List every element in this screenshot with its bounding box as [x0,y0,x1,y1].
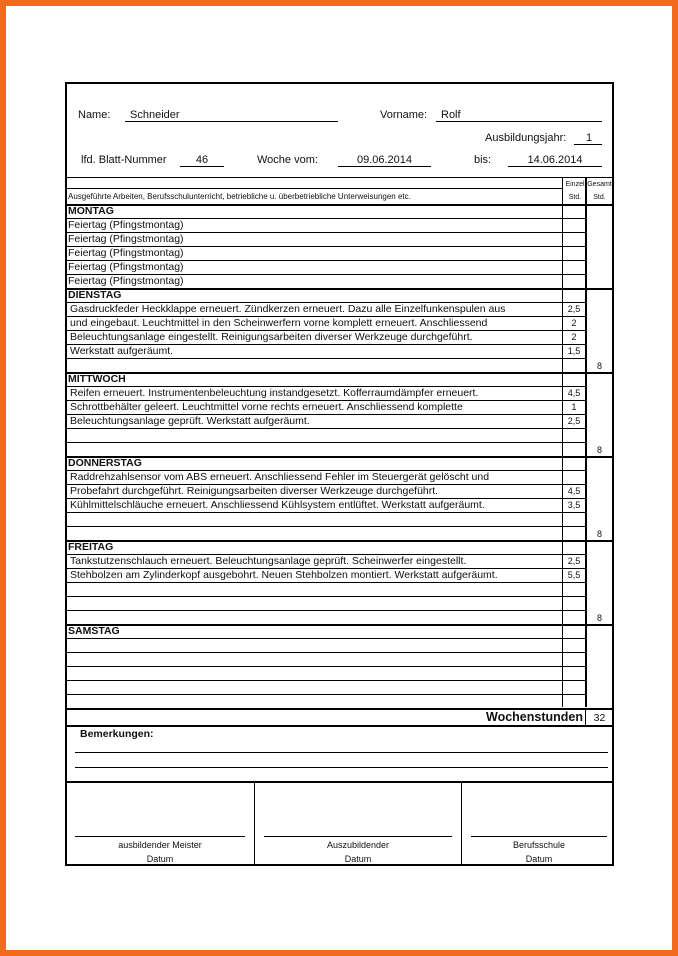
name-label: Name: [78,109,111,121]
bis-underline [508,166,602,167]
wochenstunden-bottom-rule [67,725,612,727]
bis-value[interactable]: 14.06.2014 [527,154,583,166]
day-total: 8 [596,361,602,371]
task-row[interactable] [67,526,612,540]
berufsschule-date: Datum [525,854,553,864]
wochenstunden-value: 32 [593,712,606,724]
gesamt-header-2: Std. [593,194,606,201]
vorname-value[interactable]: Rolf [441,109,461,121]
task-row[interactable] [67,610,612,624]
day-header-row [67,204,612,218]
task-hours: 1,5 [567,346,581,356]
task-row[interactable] [67,330,612,344]
day-name: SAMSTAG [68,625,120,637]
task-hours: 4,5 [567,486,581,496]
woche-value[interactable]: 09.06.2014 [356,154,413,166]
signature-divider-1 [254,782,255,864]
name-value[interactable]: Schneider [130,109,180,121]
day-total: 8 [596,445,602,455]
meister-role: ausbildender Meister [118,840,202,850]
task-text: Beleuchtungsanlage eingestellt. Reinigungsarbeiten diverser Werkzeuge durchgeführt. [70,331,473,343]
task-text: Reifen erneuert. Instrumentenbeleuchtung instandgesetzt. Kofferraumdämpfer erneuert. [70,387,479,399]
task-text: Werkstatt aufgeräumt. [70,345,174,357]
blatt-underline [180,166,224,167]
task-hours: 2 [571,332,577,342]
wochenstunden-divider [585,709,586,726]
vorname-underline [436,121,602,122]
day-header-row [67,372,612,386]
task-row[interactable] [67,442,612,456]
task-row[interactable] [67,652,612,666]
task-row[interactable] [67,358,612,372]
task-row[interactable] [67,596,612,610]
task-hours: 2,5 [567,416,581,426]
signature-divider-2 [461,782,462,864]
task-text: und eingebaut. Leuchtmittel in den Scheinwerfern vorne komplett erneuert. Anschliessend [70,317,488,329]
task-text: Feiertag (Pfingstmontag) [68,219,184,231]
task-text: Gasdruckfeder Heckklappe erneuert. Zündkerzen erneuert. Dazu alle Einzelfunkenspulen aus [70,303,506,315]
report-sheet [65,82,614,866]
table-top-rule [67,177,612,178]
task-hours: 2,5 [567,304,581,314]
task-text: Probefahrt durchgeführt. Reinigungsarbeiten diverser Werkzeuge durchgeführt. [70,485,439,497]
bis-label: bis: [474,154,492,166]
azubi-date: Datum [344,854,372,864]
ausbildungsjahr-value[interactable]: 1 [585,132,593,144]
task-row[interactable] [67,246,612,260]
task-hours: 3,5 [567,500,581,510]
blatt-label: lfd. Blatt-Nummer [81,154,167,166]
task-row[interactable] [67,400,612,414]
task-hours: 1 [571,402,577,412]
day-name: DIENSTAG [68,289,122,301]
bemerkungen-line-2[interactable] [75,767,608,768]
azubi-signature-line[interactable] [264,836,452,837]
task-row[interactable] [67,260,612,274]
task-text: Tankstutzenschlauch erneuert. Beleuchtungsanlage geprüft. Scheinwerfer eingestellt. [70,555,467,567]
wochenstunden-label: Wochenstunden [486,710,583,724]
task-text: Feiertag (Pfingstmontag) [68,261,184,273]
task-row[interactable] [67,470,612,484]
day-header-row [67,540,612,554]
task-row[interactable] [67,498,612,512]
signature-top-rule [67,781,612,783]
task-hours: 2,5 [567,556,581,566]
task-text: Feiertag (Pfingstmontag) [68,275,184,287]
day-header-row [67,456,612,470]
task-row[interactable] [67,582,612,596]
task-text: Raddrehzahlsensor vom ABS erneuert. Anschliessend Fehler im Steuergerät gelöscht und [70,471,490,483]
task-row[interactable] [67,302,612,316]
task-text: Kühlmittelschläuche erneuert. Anschliessend Kühlsystem entlüftet. Werkstatt aufgeräumt. [70,499,485,511]
bemerkungen-label: Bemerkungen: [80,728,154,740]
task-row[interactable] [67,680,612,694]
task-row[interactable] [67,694,612,708]
day-name: MONTAG [68,205,114,217]
task-row[interactable] [67,554,612,568]
task-row[interactable] [67,638,612,652]
name-underline [125,121,338,122]
day-name: MITTWOCH [68,373,126,385]
task-text: Beleuchtungsanlage geprüft. Werkstatt aufgeräumt. [70,415,310,427]
woche-underline [338,166,431,167]
task-row[interactable] [67,414,612,428]
meister-date: Datum [146,854,174,864]
task-text: Feiertag (Pfingstmontag) [68,247,184,259]
blatt-value[interactable]: 46 [195,154,209,166]
task-hours: 5,5 [567,570,581,580]
day-name: DONNERSTAG [68,457,142,469]
meister-signature-line[interactable] [75,836,245,837]
einzel-header-1: Einzel [565,181,585,188]
einzel-column-line [562,177,563,707]
woche-label: Woche vom: [257,154,318,166]
task-row[interactable] [67,386,612,400]
day-name: FREITAG [68,541,114,553]
berufsschule-signature-line[interactable] [471,836,607,837]
task-row[interactable] [67,512,612,526]
task-hours: 2 [571,318,577,328]
task-row[interactable] [67,316,612,330]
ausbildungsjahr-label: Ausbildungsjahr: [485,132,567,144]
day-total: 8 [596,529,602,539]
task-row[interactable] [67,568,612,582]
day-header-row [67,624,612,638]
task-text: Feiertag (Pfingstmontag) [68,233,184,245]
task-hours: 4,5 [567,388,581,398]
task-row[interactable] [67,344,612,358]
berufsschule-role: Berufsschule [512,840,566,850]
day-total: 8 [596,613,602,623]
einzel-header-2: Std. [568,194,582,201]
task-row[interactable] [67,484,612,498]
description-header: Ausgeführte Arbeiten, Berufsschulunterricht, betriebliche u. überbetriebliche Unterweisungen etc. [68,192,411,201]
vorname-label: Vorname: [380,109,428,121]
day-header-row [67,288,612,302]
azubi-role: Auszubildender [326,840,390,850]
header-mid-rule [67,188,562,189]
task-row[interactable] [67,218,612,232]
task-row[interactable] [67,274,612,288]
task-row[interactable] [67,232,612,246]
bemerkungen-line-1[interactable] [75,752,608,753]
task-text: Stehbolzen am Zylinderkopf ausgebohrt. Neuen Stehbolzen montiert. Werkstatt aufgeräumt. [70,569,498,581]
task-row[interactable] [67,666,612,680]
task-text: Schrottbehälter geleert. Leuchtmittel vorne rechts erneuert. Anschliessend komplette [70,401,463,413]
gesamt-header-1: Gesamt [587,181,612,188]
ausbildungsjahr-underline [574,144,602,145]
task-row[interactable] [67,428,612,442]
gesamt-column-line [585,177,587,707]
